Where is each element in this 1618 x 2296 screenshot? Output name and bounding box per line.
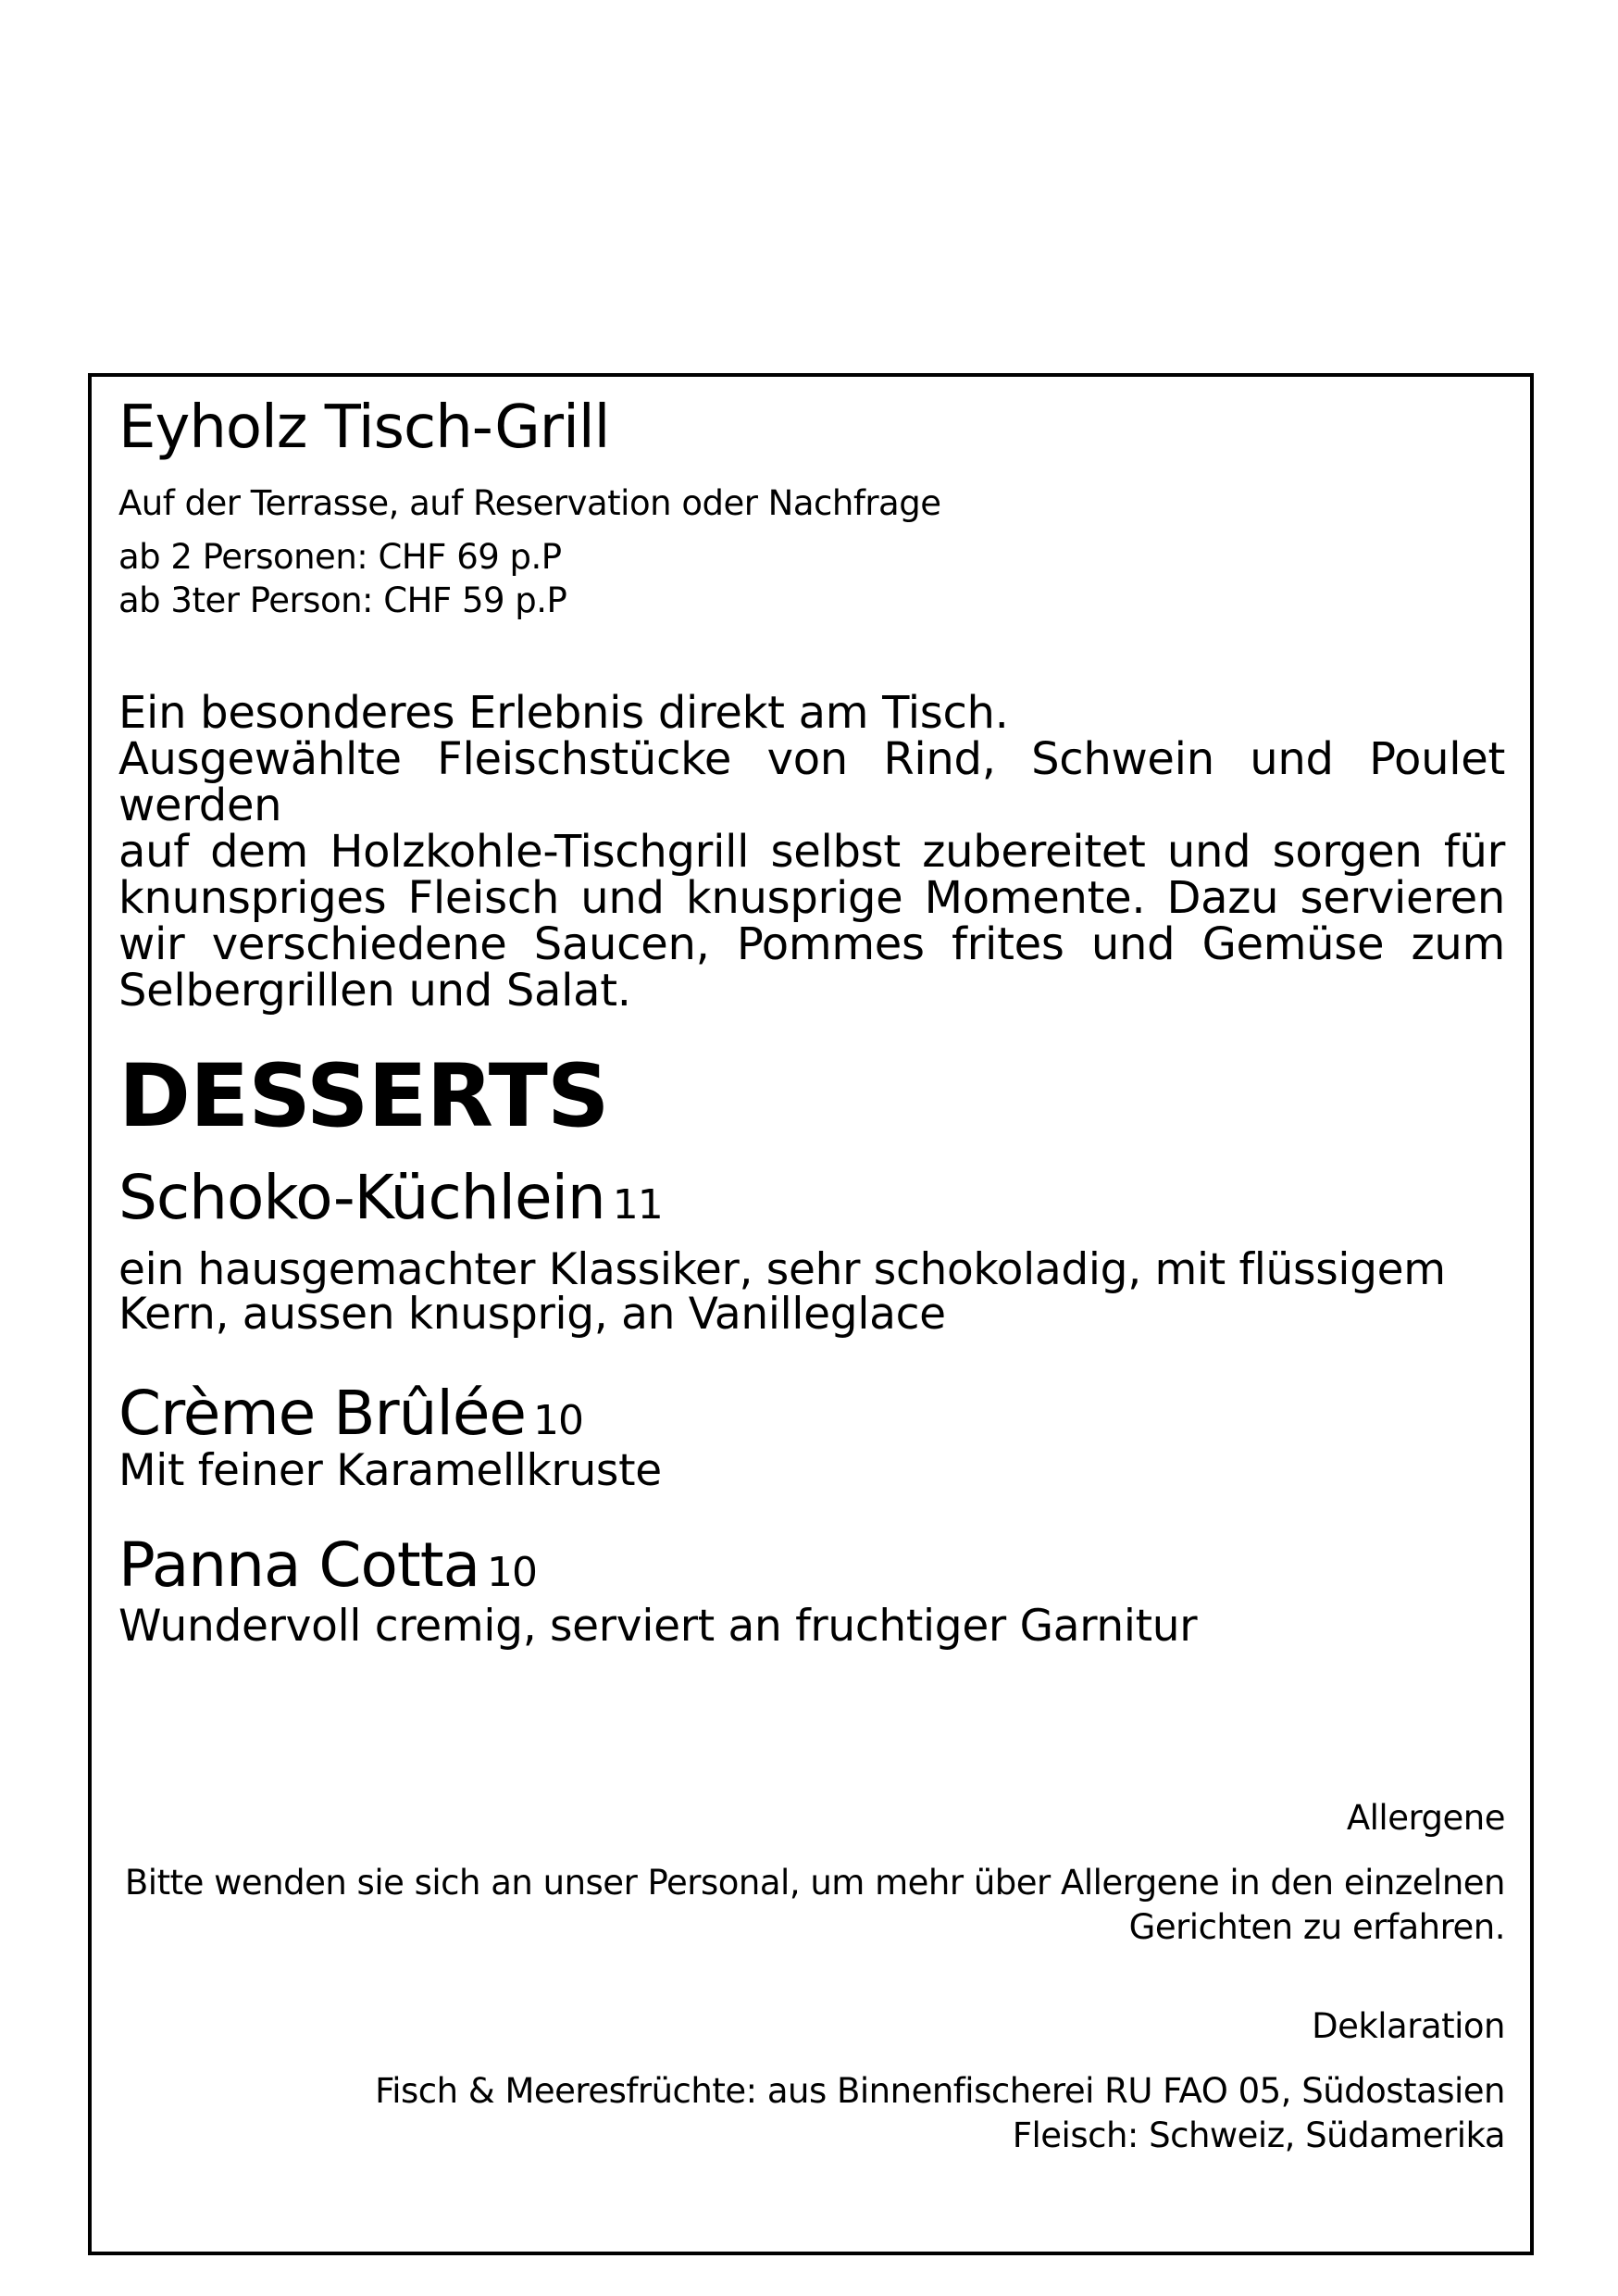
dessert-item-name xyxy=(118,1378,583,1449)
deklaration-line: Fleisch: Schweiz, Südamerika xyxy=(1012,2115,1505,2155)
dessert-price: 11 xyxy=(612,1181,663,1229)
grill-price-two-persons: ab 2 Personen: CHF 69 p.P xyxy=(118,537,562,577)
grill-desc-line: Selbergrillen und Salat. xyxy=(118,965,631,1017)
desserts-heading: DESSERTS xyxy=(118,1046,609,1147)
allergene-heading: Allergene xyxy=(1346,1798,1505,1838)
dessert-name: Crème Brûlée xyxy=(118,1378,527,1449)
grill-description xyxy=(118,687,1505,1017)
grill-price-third-person: ab 3ter Person: CHF 59 p.P xyxy=(118,580,567,620)
grill-desc-line: knunspriges Fleisch und knusprige Momente. Dazu servieren xyxy=(118,872,1505,924)
dessert-price: 10 xyxy=(487,1549,538,1596)
dessert-desc-line: ein hausgemachter Klassiker, sehr schokoladig, mit flüssigem xyxy=(118,1244,1446,1295)
dessert-desc-line: Kern, aussen knusprig, an Vanilleglace xyxy=(118,1289,946,1340)
grill-desc-line: wir verschiedene Saucen, Pommes frites und Gemüse zum xyxy=(118,918,1505,970)
grill-desc-line: Ausgewählte Fleischstücke von Rind, Schwein und Poulet werden xyxy=(118,733,1505,831)
dessert-name: Panna Cotta xyxy=(118,1529,480,1601)
grill-desc-line: Ein besonderes Erlebnis direkt am Tisch. xyxy=(118,687,1009,739)
grill-location: Auf der Terrasse, auf Reservation oder Nachfrage xyxy=(118,483,941,523)
deklaration-line: Fisch & Meeresfrüchte: aus Binnenfischerei RU FAO 05, Südostasien xyxy=(375,2071,1505,2111)
dessert-desc-line: Mit feiner Karamellkruste xyxy=(118,1445,662,1496)
deklaration-text xyxy=(375,2069,1505,2158)
dessert-name: Schoko-Küchlein xyxy=(118,1162,605,1233)
allergene-line: Bitte wenden sie sich an unser Personal, um mehr über Allergene in den einzelnen xyxy=(124,1863,1505,1903)
dessert-item-name xyxy=(118,1529,537,1601)
dessert-price: 10 xyxy=(533,1397,584,1444)
dessert-description xyxy=(118,1445,1505,1496)
dessert-description xyxy=(118,1601,1505,1652)
dessert-item-name xyxy=(118,1162,663,1233)
allergene-line: Gerichten zu erfahren. xyxy=(1128,1907,1505,1947)
allergene-text xyxy=(125,1861,1505,1950)
grill-title: Eyholz Tisch-Grill xyxy=(118,393,610,462)
grill-desc-line: auf dem Holzkohle-Tischgrill selbst zubereitet und sorgen für xyxy=(118,826,1505,878)
dessert-desc-line: Wundervoll cremig, serviert an fruchtiger Garnitur xyxy=(118,1601,1198,1652)
dessert-description xyxy=(118,1244,1505,1340)
deklaration-heading: Deklaration xyxy=(1312,2006,1505,2046)
